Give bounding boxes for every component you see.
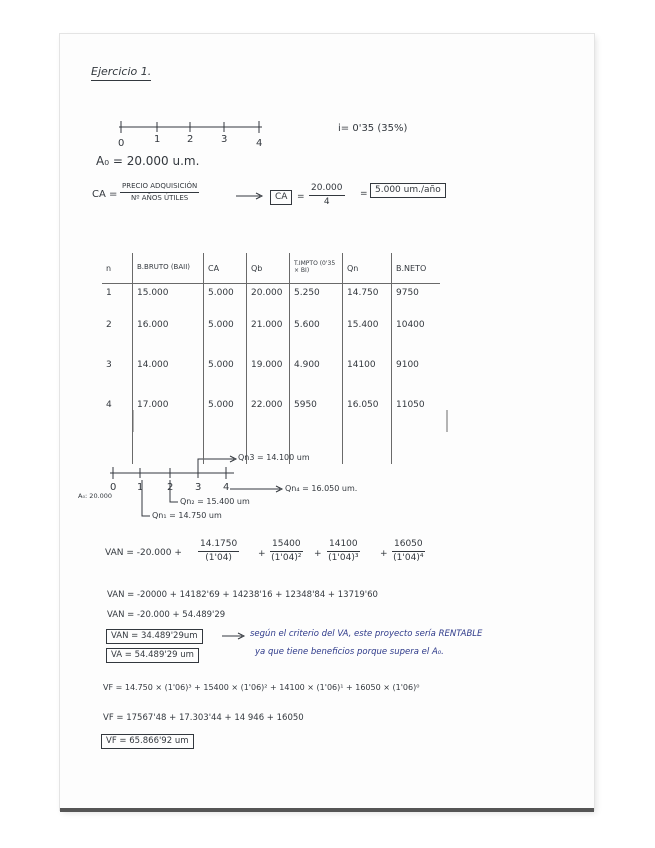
ca-value-fraction [309,184,345,207]
van-term-2-den: (1'04)² [271,553,302,563]
timeline-2-tick: 4 [223,482,230,493]
ca-result: 5.000 um./año [370,183,446,198]
qn1-label: Qn₁ = 14.750 um [152,511,222,520]
van-term-4-num: 16050 [392,540,425,552]
exercise-title: Ejercicio 1. [91,66,151,81]
cell: 5.000 [204,356,247,396]
col-neto: B.NETO [392,253,441,284]
ca-value-numerator: 20.000 [309,184,345,196]
van-term-2 [270,540,303,563]
cell: 5.000 [204,316,247,356]
timeline-1-tick: 1 [154,134,161,145]
qn4-label: Qn₄ = 16.050 um. [285,484,358,493]
cell: 11050 [392,396,441,436]
vf-line-2: VF = 17567'48 + 17.303'44 + 14 946 + 16050 [103,713,304,723]
van-line-3: VAN = -20.000 + 54.489'29 [107,610,226,620]
table-row [102,356,440,396]
timeline-2-a0: A₀: 20.000 [78,492,113,500]
col-qb: Qb [247,253,290,284]
van-term-1 [198,540,239,563]
vf-line-1: VF = 14.750 × (1'06)³ + 15400 × (1'06)² + 14100 × (1'06)¹ + 16050 × (1'06)⁰ [103,683,420,692]
cell: 16.000 [133,316,204,356]
timeline-1-tick: 3 [221,134,228,145]
plus-sign: + [380,549,388,559]
plus-sign: + [258,549,266,559]
van-term-3-num: 14100 [327,540,360,552]
col-impuesto: T.IMPTO (0'35 × BI) [290,253,343,284]
interest-rate: i= 0'35 (35%) [338,123,408,134]
van-term-1-num: 14.1750 [198,540,239,552]
ca-numerator: PRECIO ADQUISICIÓN [120,183,199,193]
timeline-2-tick: 3 [195,482,202,493]
cell: 5950 [290,396,343,436]
table-row [102,316,440,356]
van-note-2: ya que tiene beneficios porque supera el A₀. [255,647,444,657]
cell: 19.000 [247,356,290,396]
cell: 17.000 [133,396,204,436]
cell: 9100 [392,356,441,396]
cell: 5.600 [290,316,343,356]
cell: 3 [106,360,112,370]
table-header-row [102,253,440,284]
cell: 5.000 [204,284,247,317]
table-row [102,284,440,317]
table-row [102,396,440,436]
cell: 21.000 [247,316,290,356]
cell: 2 [106,320,112,330]
van-term-2-num: 15400 [270,540,303,552]
cell: 10400 [392,316,441,356]
cell: 15.400 [343,316,392,356]
van-term-3-den: (1'04)³ [328,553,359,563]
timeline-1-tick: 4 [256,138,263,149]
cell: 22.000 [247,396,290,436]
van-term-1-den: (1'04) [205,553,232,563]
va-result-box: VA = 54.489'29 um [106,648,199,663]
initial-investment: A₀ = 20.000 u.m. [96,154,200,168]
ca-eq: = [297,192,305,202]
timeline-2-tick: 1 [137,482,144,493]
col-ca: CA [204,253,247,284]
cell: 14.000 [133,356,204,396]
van-term-4-den: (1'04)⁴ [393,553,424,563]
cell: 1 [106,288,112,298]
qn2-label: Qn₂ = 15.400 um [180,497,250,506]
van-term-3 [327,540,360,563]
cell: 14100 [343,356,392,396]
qn3-label: Qn3 = 14.100 um [238,453,310,462]
col-bruto: B.BRUTO (BAII) [133,253,204,284]
ca-value-denominator: 4 [323,197,330,207]
ca-eq-2: = [360,189,368,199]
van-result-box: VAN = 34.489'29um [106,629,203,644]
timeline-2-tick: 0 [110,482,117,493]
cell: 14.750 [343,284,392,317]
timeline-1-tick: 2 [187,134,194,145]
timeline-1-tick: 0 [118,138,125,149]
cell: 9750 [392,284,441,317]
van-lhs: VAN = -20.000 + [105,548,182,558]
ca-lhs: CA = [92,189,118,200]
van-note-1: según el criterio del VA, este proyecto sería RENTABLE [250,629,483,639]
ca-denominator: Nº AÑOS ÚTILES [131,194,189,202]
van-line-2: VAN = -20000 + 14182'69 + 14238'16 + 12348'84 + 13719'60 [107,590,378,600]
ca-box: CA [270,190,292,205]
timeline-2-tick: 2 [167,482,174,493]
col-n: n [102,253,133,284]
col-qn: Qn [343,253,392,284]
cell: 5.250 [290,284,343,317]
cell: 15.000 [133,284,204,317]
cell: 16.050 [343,396,392,436]
cell: 4.900 [290,356,343,396]
cashflow-table [102,253,440,464]
ca-fraction [120,183,199,202]
van-term-4 [392,540,425,563]
cell: 20.000 [247,284,290,317]
plus-sign: + [314,549,322,559]
cell: 4 [106,400,112,410]
cell: 5.000 [204,396,247,436]
vf-result-box: VF = 65.866'92 um [101,734,194,749]
